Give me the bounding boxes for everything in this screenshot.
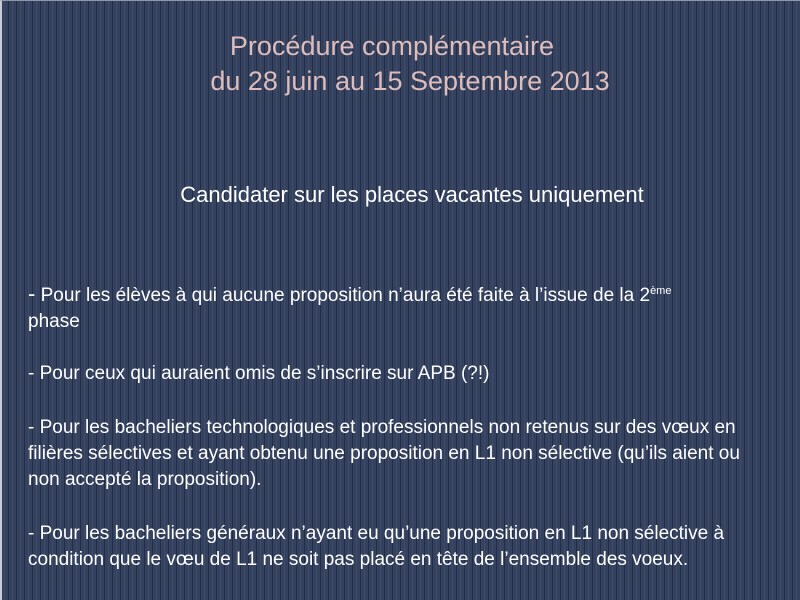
slide-subtitle: Candidater sur les places vacantes uniquement [180,182,644,207]
bullet-item-4: - Pour les bacheliers généraux n’ayant eu qu’une proposition en L1 non sélective à condition que le vœu de L1 ne soit pas placé en tête de l’ensemble des voeux. [28,523,725,570]
slide-title-line-2: du 28 juin au 15 Septembre 2013 [210,66,610,96]
slide-title-line-1: Procédure complémentaire [229,31,555,61]
bullet-dash: - [28,281,36,306]
bullet-item-1-text-end: phase [28,311,80,332]
bullet-item-3: - Pour les bacheliers technologiques et professionnels non retenus sur des vœux en filières sélectives et ayant obtenu une proposition en L1 non sélective (qu’ils aient ou non accepté la proposition). [28,417,740,490]
bullet-item-1-text: Pour les élèves à qui aucune proposition n’aura été faite à l’issue de la 2 [35,285,651,306]
superscript-eme: ème [650,285,672,297]
bullet-item-1 [28,281,773,335]
bullet-item-2: - Pour ceux qui auraient omis de s’inscrire sur APB (?!) [28,363,490,384]
